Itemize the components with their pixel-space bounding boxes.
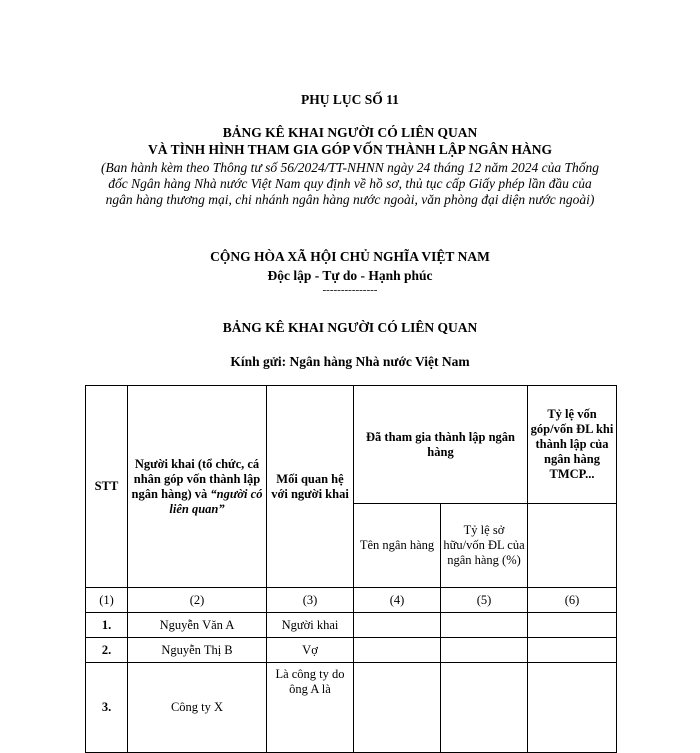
header-bank-name: Tên ngân hàng xyxy=(354,504,441,588)
column-number: (3) xyxy=(267,588,354,613)
column-number: (6) xyxy=(528,588,617,613)
header-empty-cell xyxy=(528,504,617,588)
column-number: (1) xyxy=(86,588,128,613)
header-declarant-italic: “người có liên quan” xyxy=(169,486,263,516)
row-cell xyxy=(354,638,441,663)
column-number: (4) xyxy=(354,588,441,613)
row-relationship: Người khai xyxy=(267,613,354,638)
table-row xyxy=(86,613,617,638)
column-number: (5) xyxy=(441,588,528,613)
table-row xyxy=(86,663,617,753)
row-cell xyxy=(441,663,528,753)
header-relationship: Mối quan hệ với người khai xyxy=(267,386,354,588)
row-cell xyxy=(441,638,528,663)
row-relationship: Là công ty do ông A là xyxy=(267,663,354,753)
header-contribution-ratio: Tỷ lệ vốn góp/vốn ĐL khi thành lập của ngân hàng TMCP... xyxy=(528,386,617,504)
recipient-line: Kính gửi: Ngân hàng Nhà nước Việt Nam xyxy=(230,354,470,369)
row-relationship: Vợ xyxy=(267,638,354,663)
national-name: CỘNG HÒA XÃ HỘI CHỦ NGHĨA VIỆT NAM xyxy=(210,249,490,264)
row-stt: 2. xyxy=(86,638,128,663)
declaration-table xyxy=(85,385,617,753)
column-number-row xyxy=(86,588,617,613)
document-title-line-2: VÀ TÌNH HÌNH THAM GIA GÓP VỐN THÀNH LẬP NGÂN HÀNG xyxy=(147,142,553,157)
header-ownership-ratio: Tỷ lệ sở hữu/vốn ĐL của ngân hàng (%) xyxy=(441,504,528,588)
column-number: (2) xyxy=(128,588,267,613)
row-cell xyxy=(528,638,617,663)
row-cell xyxy=(354,663,441,753)
row-cell xyxy=(441,613,528,638)
separator-line: --------------- xyxy=(322,284,378,296)
row-cell xyxy=(528,663,617,753)
header-participated: Đã tham gia thành lập ngân hàng xyxy=(354,386,528,504)
row-name: Công ty X xyxy=(128,663,267,753)
table-row xyxy=(86,638,617,663)
header-stt: STT xyxy=(86,386,128,588)
form-title: BẢNG KÊ KHAI NGƯỜI CÓ LIÊN QUAN xyxy=(222,320,478,335)
header-declarant xyxy=(128,386,267,588)
row-cell xyxy=(354,613,441,638)
header-declarant-plain: Người khai (tổ chức, cá nhân góp vốn thành lập ngân hàng) và xyxy=(131,456,261,501)
row-name: Nguyễn Văn A xyxy=(128,613,267,638)
row-cell xyxy=(528,613,617,638)
row-name: Nguyễn Thị B xyxy=(128,638,267,663)
row-stt: 1. xyxy=(86,613,128,638)
issuance-note: (Ban hành kèm theo Thông tư số 56/2024/TT-NHNN ngày 24 tháng 12 năm 2024 của Thống đốc Ngân hàng Nhà nước Việt Nam quy định về hồ sơ, thủ tục cấp Giấy phép lần đầu của ngân hàng thương mại, chi nhánh ngân hàng nước ngoài, văn phòng đại diện nước ngoài) xyxy=(101,160,599,207)
row-stt: 3. xyxy=(86,663,128,753)
document-title-line-1: BẢNG KÊ KHAI NGƯỜI CÓ LIÊN QUAN xyxy=(222,125,478,140)
national-motto: Độc lập - Tự do - Hạnh phúc xyxy=(267,268,433,283)
appendix-title: PHỤ LỤC SỐ 11 xyxy=(301,92,399,107)
